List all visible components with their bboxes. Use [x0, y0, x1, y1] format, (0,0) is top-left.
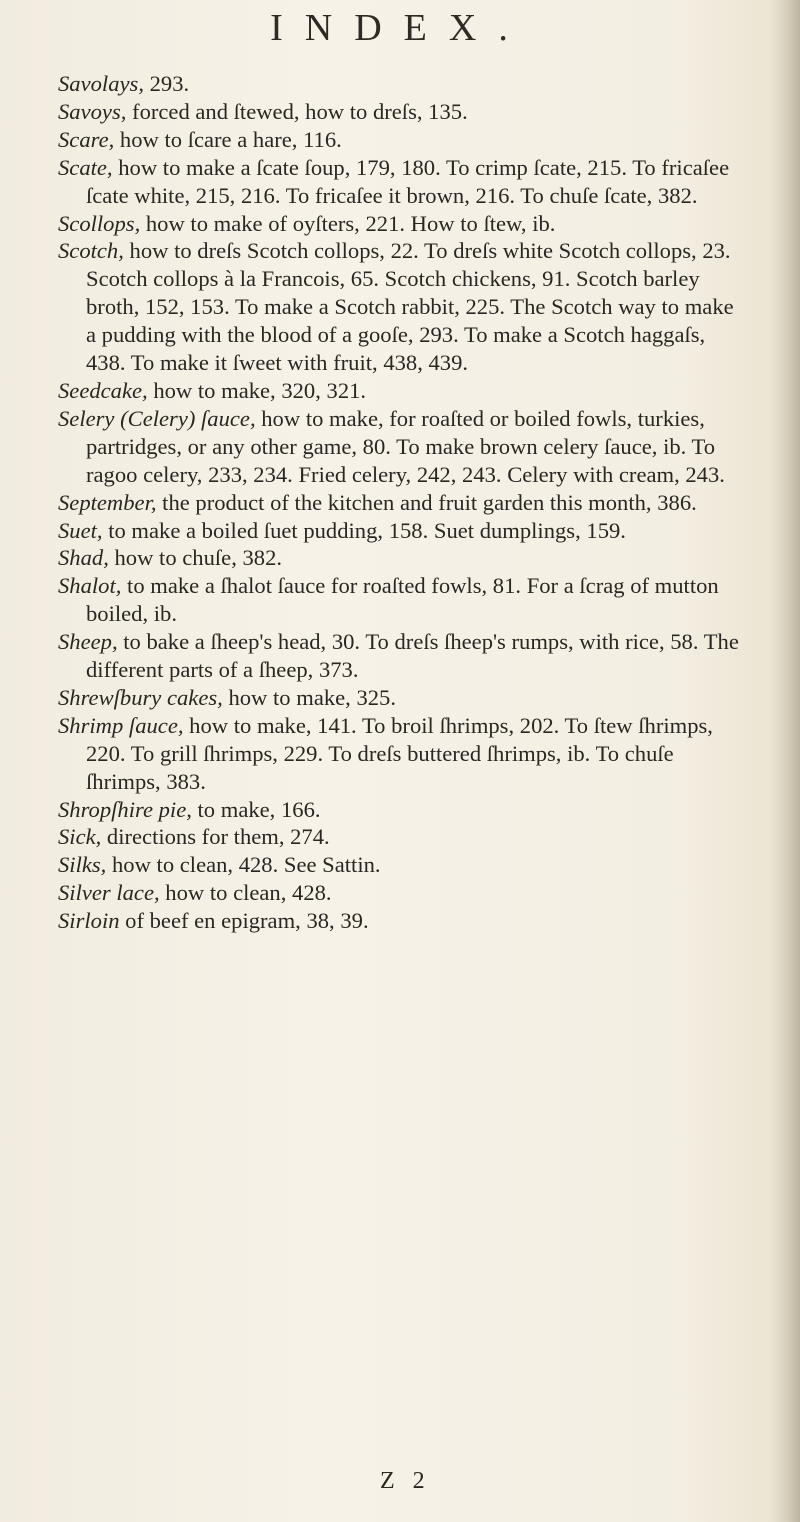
entry-keyword: Scate,: [58, 154, 113, 180]
entry-text: to make, 166.: [191, 796, 321, 822]
index-entry: [58, 126, 748, 154]
entry-text: how to make, for roaſted or boiled fowls, turkies, partridges, or any other game, 80. To make brown celery ſauce, ib. To ragoo celery, 233, 234. Fried celery, 242, 243. Celery with cream, 243.: [86, 405, 725, 487]
entry-text: to make a boiled ſuet pudding, 158. Suet dumplings, 159.: [102, 517, 626, 543]
entry-text: how to clean, 428. See Sattin.: [106, 852, 381, 878]
entry-text: how to make of oyſters, 221. How to ſtew, ib.: [140, 210, 556, 236]
entry-text: the product of the kitchen and fruit garden this month, 386.: [156, 489, 697, 515]
entry-text: directions for them, 274.: [101, 824, 330, 850]
index-entry: [58, 879, 748, 907]
entry-text: how to clean, 428.: [159, 880, 332, 906]
entry-keyword: September,: [58, 489, 157, 515]
entry-text: of beef en epigram, 38, 39.: [119, 908, 369, 934]
entry-keyword: Shropſhire pie,: [58, 796, 192, 822]
entry-text: how to ſcare a hare, 116.: [114, 126, 342, 152]
index-entry: [58, 544, 748, 572]
entry-text: 293.: [143, 71, 190, 96]
index-entry: [58, 851, 748, 879]
entry-text: how to make a ſcate ſoup, 179, 180. To crimp ſcate, 215. To fricaſee ſcate white, 215, 216. To fricaſee it brown, 216. To chuſe ſcate, 382.: [86, 154, 730, 208]
entry-text: how to chuſe, 382.: [108, 545, 283, 571]
entry-keyword: Savolays,: [58, 71, 144, 96]
entry-keyword: Shrimp ſauce,: [58, 712, 184, 738]
entry-keyword: Shalot,: [58, 573, 122, 599]
index-entry: [58, 712, 748, 796]
entry-keyword: Savoys,: [58, 98, 127, 124]
signature-mark: Z 2: [380, 1468, 431, 1494]
index-entry: [58, 98, 748, 126]
index-entry: [58, 377, 748, 405]
index-entry: [58, 405, 748, 489]
entry-text: to make a ſhalot ſauce for roaſted fowls, 81. For a ſcrag of mutton boiled, ib.: [86, 573, 719, 627]
entry-keyword: Shrewſbury cakes,: [58, 684, 223, 710]
entry-keyword: Silks,: [58, 852, 107, 878]
entry-keyword: Shad,: [58, 545, 109, 571]
entry-keyword: Sick,: [58, 824, 102, 850]
entry-keyword: Scotch,: [58, 238, 124, 264]
index-entries: [58, 70, 748, 935]
entry-text: to bake a ſheep's head, 30. To dreſs ſheep's rumps, with rice, 58. The different parts of a ſheep, 373.: [86, 629, 739, 683]
entry-text: how to make, 320, 321.: [147, 377, 367, 403]
index-entry: [58, 210, 748, 238]
entry-keyword: Suet,: [58, 517, 103, 543]
index-entry: [58, 572, 748, 628]
entry-keyword: Silver lace,: [58, 880, 160, 906]
entry-text: how to make, 141. To broil ſhrimps, 202. To ſtew ſhrimps, 220. To grill ſhrimps, 229. To dreſs buttered ſhrimps, ib. To chuſe ſhrimps, 383.: [86, 712, 713, 794]
entry-keyword: Sheep,: [58, 629, 118, 655]
entry-text: forced and ſtewed, how to dreſs, 135.: [126, 98, 468, 124]
entry-keyword: Scollops,: [58, 210, 141, 236]
index-entry: [58, 154, 748, 210]
index-entry: [58, 684, 748, 712]
index-entry: [58, 237, 748, 377]
index-entry: [58, 70, 748, 98]
entry-keyword: Selery (Celery) ſauce,: [58, 405, 256, 431]
index-entry: [58, 628, 748, 684]
entry-text: how to make, 325.: [222, 684, 397, 710]
index-entry: [58, 796, 748, 824]
page-edge-shadow: [770, 0, 800, 1522]
page-header: INDEX.: [270, 7, 530, 49]
index-entry: [58, 823, 748, 851]
entry-keyword: Scare,: [58, 126, 115, 152]
entry-keyword: Sirloin: [58, 908, 120, 934]
index-entry: [58, 517, 748, 545]
index-entry: [58, 907, 748, 935]
entry-text: how to dreſs Scotch collops, 22. To dreſs white Scotch collops, 23. Scotch collops à la Francois, 65. Scotch chickens, 91. Scotch barley broth, 152, 153. To make a Scotch rabbit, 225. The Scotch way to make a pudding with the blood of a gooſe, 293. To make a Scotch haggaſs, 438. To make it ſweet with fruit, 438, 439.: [86, 238, 734, 376]
index-entry: [58, 489, 748, 517]
entry-keyword: Seedcake,: [58, 377, 148, 403]
